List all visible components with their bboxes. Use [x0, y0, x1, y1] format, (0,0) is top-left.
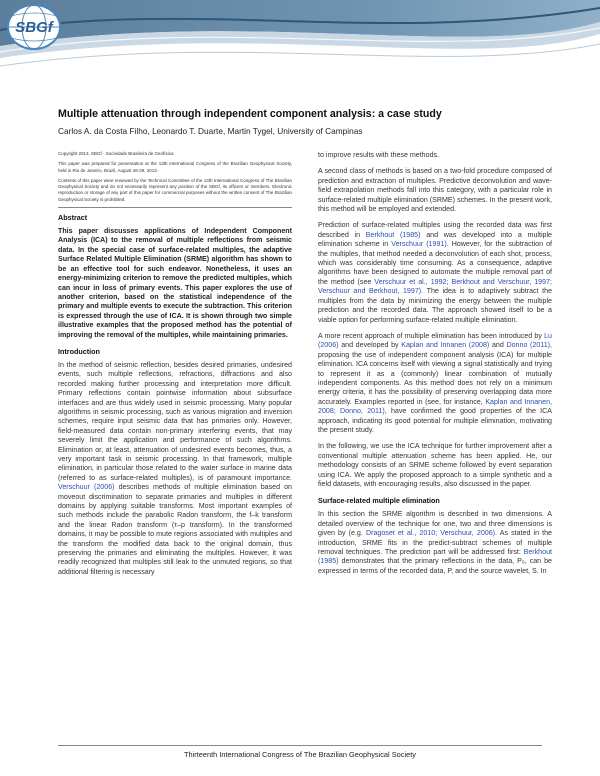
header-band-graphic [0, 0, 600, 95]
citation-link[interactable]: Dragoset et al., 2010; Verschuur, 2006). [365, 529, 497, 538]
text-run: A more recent approach of multiple elimination has been introduced by [318, 331, 542, 340]
introduction-heading: Introduction [58, 346, 100, 356]
logo-text: SBGf [15, 19, 53, 36]
text-run: The idea is to adaptively subtract the multiples from the data by minimizing the energy between the multiple prediction and the recorded data. The approach showed itself to be a viable option for performing surface-related multiple elimination. [318, 287, 553, 324]
sbgf-globe-logo [0, 0, 68, 54]
citation-link[interactable]: Verschuur (2006) [58, 483, 115, 492]
second-class-paragraph: A second class of methods is based on a two-fold procedure composed of prediction and extraction of multiples. Predictive deconvolution and wave-field extrapolation methods fall into this category, with a particular role in surface-related multiple elimination (SRME) schemes. In the present work, this method will be employed and extended. [318, 167, 552, 214]
text-run: and [491, 341, 504, 350]
text-run: In the method of seismic reflection, besides desired primaries, undesired events, such multiple reflections, refractions, diffractions and also recorded making further processing and interpretation more difficult. Primary reflections contain pointwise information about subsurface interfaces and are thus widely used in seismic processing. Many popular algorithms in seismic processing, such as various migration and inversion schemes, require input seismic data that has primaries only. However, field-measured data contain non-primary interfering events, that may severely limit the application and performance of such algorithms. Elimination or, at least, attenuation of undesired events becomes, thus, a very important task in seismic processing. In that framework, multiple elimination, in particular those related to the water surface in marine data (referred to as surface-related multiples), is of paramount importance. [58, 360, 292, 482]
text-run: describes methods of multiple elimination based on moveout discrimination to separate primaries and multiples in different domains by applying suitable transforms. Most important examples of such methods include the parabolic Radon transform, the f–k transform and the linear Radon transform (τ–p transform). In the transformed domains, it may be possible to mute regions associated with multiples and the transform the modified data back to the original domain, thus preserving the primaries and eliminating the multiples. However, it was readily recognized that multiples still leak to the unmuted regions, so that additional filtering is necessary [58, 483, 292, 576]
srme-heading: Surface-related multiple elimination [318, 496, 440, 506]
text-run: proposing the use of independent component analysis (ICA) for multiple elimination. ICA concerns itself with viewing a signal statistically and trying to represent it as a (commonly) linear combination of mutually independent components. As this method does not rely on a minimum energy criteria, it has the possibility of preserving overlapping data more accurately. Examples reported in (see, for instance, [318, 350, 552, 406]
srme-paragraph [318, 510, 552, 576]
citation-link[interactable]: Lu (2006) [318, 331, 552, 350]
page-footer: Thirteenth International Congress of The Brazilian Geophysical Society [184, 750, 416, 759]
methodology-paragraph: In the following, we use the ICA technique for further improvement after a conventional multiple attenuation scheme has been applied. He, our methodology consists of an SRME scheme followed by event separation using ICA. We apply the proposed approach to a simple synthetic and a field datasets, with encouraging results, also discussed in the paper. [318, 442, 552, 488]
footer-divider [58, 745, 542, 746]
text-run: However, for the subtraction of the multiples, that method needed a deconvolution of each shot, process, which was considerably time consuming. As a consequence, adaptive algorithms have been designed to automate the multiple removal part of the method (see [318, 240, 552, 286]
paper-authors: Carlos A. da Costa Filho, Leonardo T. Duarte, Martin Tygel, University of Campinas [58, 126, 363, 136]
introduction-paragraph [58, 361, 292, 577]
copyright-note: Copyright 2013, SBGf - Sociedade Brasileira de Geofísica [58, 151, 174, 156]
header-band [0, 0, 600, 95]
paper-title: Multiple attenuation through independent component analysis: a case study [58, 108, 442, 120]
citation-link[interactable]: Berkhout (1985) [318, 548, 552, 566]
text-run: As stated in the introduction, SRME fits in the predict-subtract schemes of multiple removal techniques. The prediction part will be addressed first: [318, 529, 552, 557]
ica-approach-paragraph [318, 332, 552, 435]
continuation-paragraph: to improve results with these methods. [318, 151, 440, 159]
text-run: and was developed into a multiple elimination scheme in [318, 230, 552, 249]
text-run: Prediction of surface-related multiples using the recorded data was first described in [318, 221, 552, 239]
abstract-heading: Abstract [58, 213, 88, 223]
text-run: and developed by [341, 341, 399, 350]
citation-link[interactable]: Kaplan and Innanen (2008) [401, 341, 490, 350]
abstract-text: This paper discusses applications of Independent Component Analysis (ICA) to the removal of multiple reflections from seismic data. In the special case of surface-related multiples, the adaptive Surface Related Multiple Elimination (SRME) algorithm has shown to be an effective tool for such endeavor. Nonetheless, it uses an energy-minimizing criterion to remove the predicted multiples, which can incur in loss of primary events. This paper explores the use of another criterion, based on the statistical independence of the primary and multiple events to execute the subtraction. This criterion is expressed through the use of ICA. It is shown through two simple illustrative examples that the proposed method has the potential of improving the removal of the multiples, while maintaining primaries. [58, 227, 292, 339]
citation-link[interactable]: Verschuur et al., 1992; Berkhout and Verschuur, 1997; Verschuur and Berkhout, 1997). [318, 277, 552, 296]
prediction-paragraph [318, 221, 552, 324]
right-column [318, 151, 552, 583]
review-note: Contents of this paper were reviewed by the Technical Committee of the 13th International Congress of The Brazilian Geophysical Society and do not necessarily represent any position of the SBGf, its officers or members. Electronic reproduction or storage of any part of this paper for commercial purposes without the written consent of The Brazilian Geophysical Society is prohibited. [58, 177, 292, 202]
left-column [58, 151, 292, 584]
citation-link[interactable]: Berkhout (1985) [365, 230, 421, 239]
citation-link[interactable]: Donno (2011), [506, 341, 552, 350]
citation-link[interactable]: Kaplan and Innanen, 2008; Donno, 2011), [318, 397, 552, 416]
text-run: demonstrates that the primary reflections in the data, P₀, can be expressed in terms of the recorded data, P, and the source wavelet, S. In [318, 557, 552, 575]
citation-link[interactable]: Verschuur (1991). [391, 240, 449, 249]
notes-divider [58, 207, 292, 208]
presentation-note: This paper was prepared for presentation at the 13th International Congress of the Brazilian Geophysical Society, held in Rio de Janeiro, Brazil, August 26-29, 2013. [58, 161, 292, 173]
text-run: In this section the SRME algorithm is described in two dimensions. A detailed overview of the technique for one, two and three dimensions is given by (e.g. [318, 510, 552, 538]
text-run: have confirmed the good properties of the ICA approach, indicating its good potential for multiple elimination, motivating the present study. [318, 407, 552, 434]
